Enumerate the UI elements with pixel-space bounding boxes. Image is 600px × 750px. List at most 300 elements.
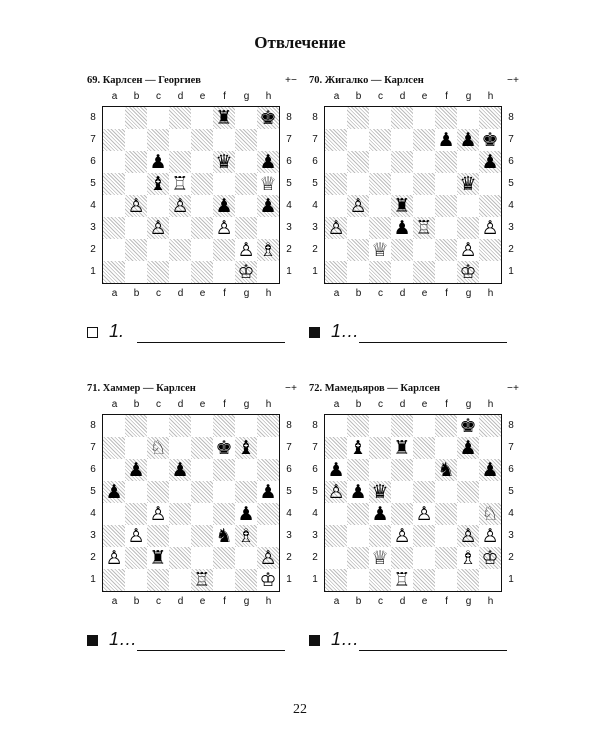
white-pawn-icon: ♙ [481, 525, 499, 547]
file-label-bottom: g [465, 288, 472, 299]
square-d5 [169, 481, 191, 503]
square-g7 [235, 437, 257, 459]
square-c3 [147, 525, 169, 547]
square-b3 [125, 217, 147, 239]
file-label-bottom: a [333, 288, 340, 299]
square-f3 [435, 217, 457, 239]
square-a3 [325, 217, 347, 239]
square-d6 [169, 151, 191, 173]
square-g1 [235, 261, 257, 283]
square-b4 [347, 195, 369, 217]
square-d3 [391, 525, 413, 547]
file-label-bottom: c [378, 288, 383, 299]
square-h4 [257, 503, 279, 525]
black-king-icon: ♚ [481, 129, 499, 151]
rank-label-left: 5 [90, 485, 96, 497]
square-c7 [369, 129, 391, 151]
square-d5 [169, 173, 191, 195]
square-h6 [257, 151, 279, 173]
rank-label-right: 3 [286, 529, 292, 541]
diagram-panel [87, 75, 297, 375]
square-c5 [369, 173, 391, 195]
square-h5 [479, 481, 501, 503]
square-d1 [391, 569, 413, 591]
square-f4 [435, 503, 457, 525]
square-f1 [213, 569, 235, 591]
black-pawn-icon: ♟ [105, 481, 123, 503]
answer-area [87, 631, 297, 655]
file-label-bottom: b [133, 596, 140, 607]
square-b7 [125, 437, 147, 459]
square-g2 [235, 239, 257, 261]
square-a5 [103, 173, 125, 195]
rank-label-right: 6 [508, 463, 514, 475]
square-a2 [325, 547, 347, 569]
black-knight-icon: ♞ [215, 525, 233, 547]
file-label-bottom: a [333, 596, 340, 607]
white-bishop-icon: ♗ [259, 239, 277, 261]
square-c5 [147, 481, 169, 503]
square-c8 [147, 107, 169, 129]
square-c5 [369, 481, 391, 503]
square-b6 [347, 459, 369, 481]
square-b6 [347, 151, 369, 173]
square-c1 [147, 569, 169, 591]
square-d2 [169, 239, 191, 261]
rank-label-right: 8 [508, 419, 514, 431]
chess-board [102, 414, 280, 592]
file-label-bottom: e [199, 288, 206, 299]
square-h2 [257, 239, 279, 261]
file-label-top: f [223, 399, 226, 410]
rank-label-right: 1 [286, 265, 292, 277]
square-f7 [435, 437, 457, 459]
answer-line[interactable] [359, 342, 507, 343]
square-g8 [457, 415, 479, 437]
square-h2 [479, 239, 501, 261]
square-g3 [457, 217, 479, 239]
rank-label-right: 1 [508, 573, 514, 585]
square-f1 [435, 569, 457, 591]
square-g6 [235, 151, 257, 173]
diagram-panel [309, 75, 519, 375]
square-c2 [369, 547, 391, 569]
rank-label-right: 3 [508, 221, 514, 233]
square-c3 [369, 217, 391, 239]
square-g3 [235, 217, 257, 239]
white-pawn-icon: ♙ [481, 217, 499, 239]
black-pawn-icon: ♟ [259, 481, 277, 503]
square-h8 [479, 107, 501, 129]
square-h2 [479, 547, 501, 569]
square-g5 [235, 481, 257, 503]
rank-label-right: 3 [508, 529, 514, 541]
square-f5 [213, 481, 235, 503]
square-f3 [435, 525, 457, 547]
square-a8 [103, 107, 125, 129]
file-label-top: c [378, 399, 383, 410]
rank-label-left: 5 [90, 177, 96, 189]
square-a1 [325, 569, 347, 591]
file-label-bottom: c [156, 288, 161, 299]
square-h3 [479, 217, 501, 239]
square-c6 [369, 151, 391, 173]
diagram-title: 70. Жигалко — Карлсен [309, 75, 424, 86]
square-f3 [213, 217, 235, 239]
square-g5 [235, 173, 257, 195]
square-h7 [257, 129, 279, 151]
black-pawn-icon: ♟ [259, 151, 277, 173]
file-label-top: f [445, 91, 448, 102]
file-label-top: a [111, 91, 118, 102]
black-pawn-icon: ♟ [259, 195, 277, 217]
square-a4 [103, 195, 125, 217]
square-c6 [147, 459, 169, 481]
file-label-bottom: f [223, 288, 226, 299]
square-b8 [347, 107, 369, 129]
rank-label-right: 3 [286, 221, 292, 233]
square-c4 [369, 195, 391, 217]
square-g1 [235, 569, 257, 591]
white-king-icon: ♔ [237, 261, 255, 283]
square-e1 [191, 261, 213, 283]
white-knight-icon: ♘ [481, 503, 499, 525]
square-b2 [125, 547, 147, 569]
rank-label-left: 6 [90, 463, 96, 475]
square-e6 [413, 459, 435, 481]
square-c4 [147, 195, 169, 217]
white-pawn-icon: ♙ [327, 481, 345, 503]
file-label-top: d [399, 399, 406, 410]
file-label-top: d [399, 91, 406, 102]
square-b8 [125, 415, 147, 437]
rank-label-right: 7 [286, 441, 292, 453]
move-number: 1. [109, 321, 125, 341]
rank-label-right: 4 [508, 507, 514, 519]
square-f7 [435, 129, 457, 151]
square-h6 [479, 459, 501, 481]
page-number: 22 [293, 702, 307, 717]
file-label-bottom: f [445, 596, 448, 607]
square-g7 [235, 129, 257, 151]
chess-board [324, 414, 502, 592]
rank-label-left: 3 [312, 529, 318, 541]
square-f4 [213, 503, 235, 525]
square-f6 [213, 459, 235, 481]
square-h3 [479, 525, 501, 547]
rank-label-left: 8 [312, 111, 318, 123]
square-g4 [457, 195, 479, 217]
white-pawn-icon: ♙ [127, 525, 145, 547]
move-number: 1… [331, 629, 360, 649]
square-b6 [125, 459, 147, 481]
square-d2 [391, 547, 413, 569]
white-pawn-icon: ♙ [459, 525, 477, 547]
square-a6 [325, 459, 347, 481]
square-f8 [435, 107, 457, 129]
square-c6 [147, 151, 169, 173]
square-d4 [391, 503, 413, 525]
white-pawn-icon: ♙ [171, 195, 189, 217]
square-e1 [191, 569, 213, 591]
square-b8 [125, 107, 147, 129]
square-f8 [435, 415, 457, 437]
file-label-bottom: h [265, 596, 272, 607]
black-pawn-icon: ♟ [149, 151, 167, 173]
file-label-top: d [177, 399, 184, 410]
square-a3 [103, 217, 125, 239]
square-d6 [169, 459, 191, 481]
square-b4 [125, 503, 147, 525]
square-a1 [325, 261, 347, 283]
square-e5 [191, 173, 213, 195]
black-king-icon: ♚ [215, 437, 233, 459]
black-queen-icon: ♛ [371, 481, 389, 503]
square-c8 [369, 415, 391, 437]
square-c2 [147, 239, 169, 261]
rank-label-right: 2 [508, 243, 514, 255]
rank-label-right: 1 [286, 573, 292, 585]
square-d5 [391, 481, 413, 503]
square-h4 [257, 195, 279, 217]
move-number: 1… [331, 321, 360, 341]
square-h2 [257, 547, 279, 569]
square-g5 [457, 173, 479, 195]
square-d3 [169, 525, 191, 547]
white-rook-icon: ♖ [171, 173, 189, 195]
square-e4 [191, 195, 213, 217]
white-pawn-icon: ♙ [215, 217, 233, 239]
square-d8 [169, 415, 191, 437]
rank-label-left: 4 [90, 199, 96, 211]
file-label-bottom: a [111, 596, 118, 607]
square-b8 [347, 415, 369, 437]
square-b3 [347, 217, 369, 239]
square-a2 [103, 547, 125, 569]
square-d5 [391, 173, 413, 195]
square-h5 [257, 173, 279, 195]
file-label-bottom: b [355, 288, 362, 299]
square-h1 [479, 261, 501, 283]
diagram-title: 69. Карлсен — Георгиев [87, 75, 201, 86]
rank-label-left: 4 [312, 199, 318, 211]
square-f8 [213, 415, 235, 437]
file-label-bottom: b [133, 288, 140, 299]
black-queen-icon: ♛ [215, 151, 233, 173]
square-e7 [413, 437, 435, 459]
square-e8 [191, 415, 213, 437]
square-g4 [235, 503, 257, 525]
file-label-bottom: g [243, 596, 250, 607]
square-b5 [125, 481, 147, 503]
diagram-panel [309, 383, 519, 683]
black-rook-icon: ♜ [149, 547, 167, 569]
white-pawn-icon: ♙ [327, 217, 345, 239]
white-queen-icon: ♕ [371, 547, 389, 569]
white-queen-icon: ♕ [371, 239, 389, 261]
square-e3 [413, 217, 435, 239]
white-knight-icon: ♘ [149, 437, 167, 459]
file-label-top: f [223, 91, 226, 102]
square-f7 [213, 437, 235, 459]
rank-label-left: 3 [90, 529, 96, 541]
file-label-bottom: d [177, 596, 184, 607]
square-f6 [435, 151, 457, 173]
square-d3 [169, 217, 191, 239]
rank-label-right: 7 [508, 133, 514, 145]
rank-label-left: 6 [90, 155, 96, 167]
rank-label-right: 1 [508, 265, 514, 277]
square-h1 [257, 261, 279, 283]
chess-board [102, 106, 280, 284]
square-e3 [413, 525, 435, 547]
square-b7 [347, 129, 369, 151]
file-label-bottom: h [265, 288, 272, 299]
square-c4 [147, 503, 169, 525]
square-h6 [257, 459, 279, 481]
square-d2 [391, 239, 413, 261]
file-label-top: h [265, 399, 272, 410]
file-label-top: d [177, 91, 184, 102]
answer-area [309, 631, 519, 655]
rank-label-left: 4 [90, 507, 96, 519]
square-e3 [191, 525, 213, 547]
file-label-top: f [445, 399, 448, 410]
square-d7 [391, 129, 413, 151]
square-e1 [413, 261, 435, 283]
square-a2 [103, 239, 125, 261]
square-b7 [347, 437, 369, 459]
file-label-top: g [243, 91, 250, 102]
rank-label-left: 1 [312, 573, 318, 585]
rank-label-right: 2 [508, 551, 514, 563]
square-d1 [391, 261, 413, 283]
white-king-icon: ♔ [259, 569, 277, 591]
square-a3 [103, 525, 125, 547]
square-g2 [457, 239, 479, 261]
square-f5 [435, 173, 457, 195]
file-label-bottom: e [421, 596, 428, 607]
square-b1 [347, 569, 369, 591]
black-bishop-icon: ♝ [237, 437, 255, 459]
diagram-panel [87, 383, 297, 683]
diagram-result: −+ [507, 383, 519, 394]
file-label-bottom: e [421, 288, 428, 299]
square-g3 [235, 525, 257, 547]
square-c7 [369, 437, 391, 459]
move-number: 1… [109, 629, 138, 649]
square-h1 [479, 569, 501, 591]
square-b4 [347, 503, 369, 525]
square-c3 [369, 525, 391, 547]
white-pawn-icon: ♙ [149, 503, 167, 525]
black-pawn-icon: ♟ [481, 151, 499, 173]
square-b2 [347, 239, 369, 261]
file-label-top: b [133, 399, 140, 410]
square-b2 [347, 547, 369, 569]
black-pawn-icon: ♟ [459, 437, 477, 459]
square-a8 [325, 415, 347, 437]
answer-line[interactable] [359, 650, 507, 651]
black-pawn-icon: ♟ [327, 459, 345, 481]
black-bishop-icon: ♝ [349, 437, 367, 459]
square-c6 [369, 459, 391, 481]
square-h5 [257, 481, 279, 503]
square-g6 [457, 459, 479, 481]
square-a1 [103, 261, 125, 283]
black-king-icon: ♚ [259, 107, 277, 129]
answer-line[interactable] [137, 342, 285, 343]
square-f1 [213, 261, 235, 283]
square-b1 [125, 261, 147, 283]
rank-label-right: 8 [286, 111, 292, 123]
square-f4 [435, 195, 457, 217]
square-a7 [325, 129, 347, 151]
square-d8 [169, 107, 191, 129]
square-g3 [457, 525, 479, 547]
square-e4 [413, 503, 435, 525]
page-title: Отвлечение [254, 33, 346, 52]
file-label-bottom: a [111, 288, 118, 299]
square-e2 [413, 239, 435, 261]
file-label-top: c [378, 91, 383, 102]
rank-label-right: 4 [508, 199, 514, 211]
chess-board-frame [87, 397, 297, 607]
rank-label-left: 2 [312, 551, 318, 563]
file-label-top: g [465, 399, 472, 410]
square-g2 [457, 547, 479, 569]
square-c8 [369, 107, 391, 129]
file-label-bottom: e [199, 596, 206, 607]
square-e7 [191, 129, 213, 151]
square-e4 [413, 195, 435, 217]
square-f5 [435, 481, 457, 503]
black-knight-icon: ♞ [437, 459, 455, 481]
file-label-top: c [156, 399, 161, 410]
file-label-top: a [333, 399, 340, 410]
chess-board-frame [309, 89, 519, 299]
square-d6 [391, 151, 413, 173]
square-d8 [391, 107, 413, 129]
black-pawn-icon: ♟ [127, 459, 145, 481]
square-a4 [103, 503, 125, 525]
rank-label-left: 8 [90, 419, 96, 431]
square-e3 [191, 217, 213, 239]
rank-label-right: 5 [286, 177, 292, 189]
file-label-bottom: d [399, 596, 406, 607]
white-pawn-icon: ♙ [259, 547, 277, 569]
square-d1 [169, 569, 191, 591]
answer-line[interactable] [137, 650, 285, 651]
black-pawn-icon: ♟ [481, 459, 499, 481]
file-label-bottom: h [487, 288, 494, 299]
square-b2 [125, 239, 147, 261]
square-h1 [257, 569, 279, 591]
square-h3 [257, 217, 279, 239]
file-label-top: e [199, 399, 206, 410]
square-h8 [257, 415, 279, 437]
rank-label-left: 6 [312, 155, 318, 167]
chess-board [324, 106, 502, 284]
square-b4 [125, 195, 147, 217]
file-label-top: e [199, 91, 206, 102]
rank-label-left: 6 [312, 463, 318, 475]
rank-label-left: 2 [90, 551, 96, 563]
square-d7 [391, 437, 413, 459]
square-g7 [457, 129, 479, 151]
square-d8 [391, 415, 413, 437]
rank-label-right: 5 [508, 485, 514, 497]
